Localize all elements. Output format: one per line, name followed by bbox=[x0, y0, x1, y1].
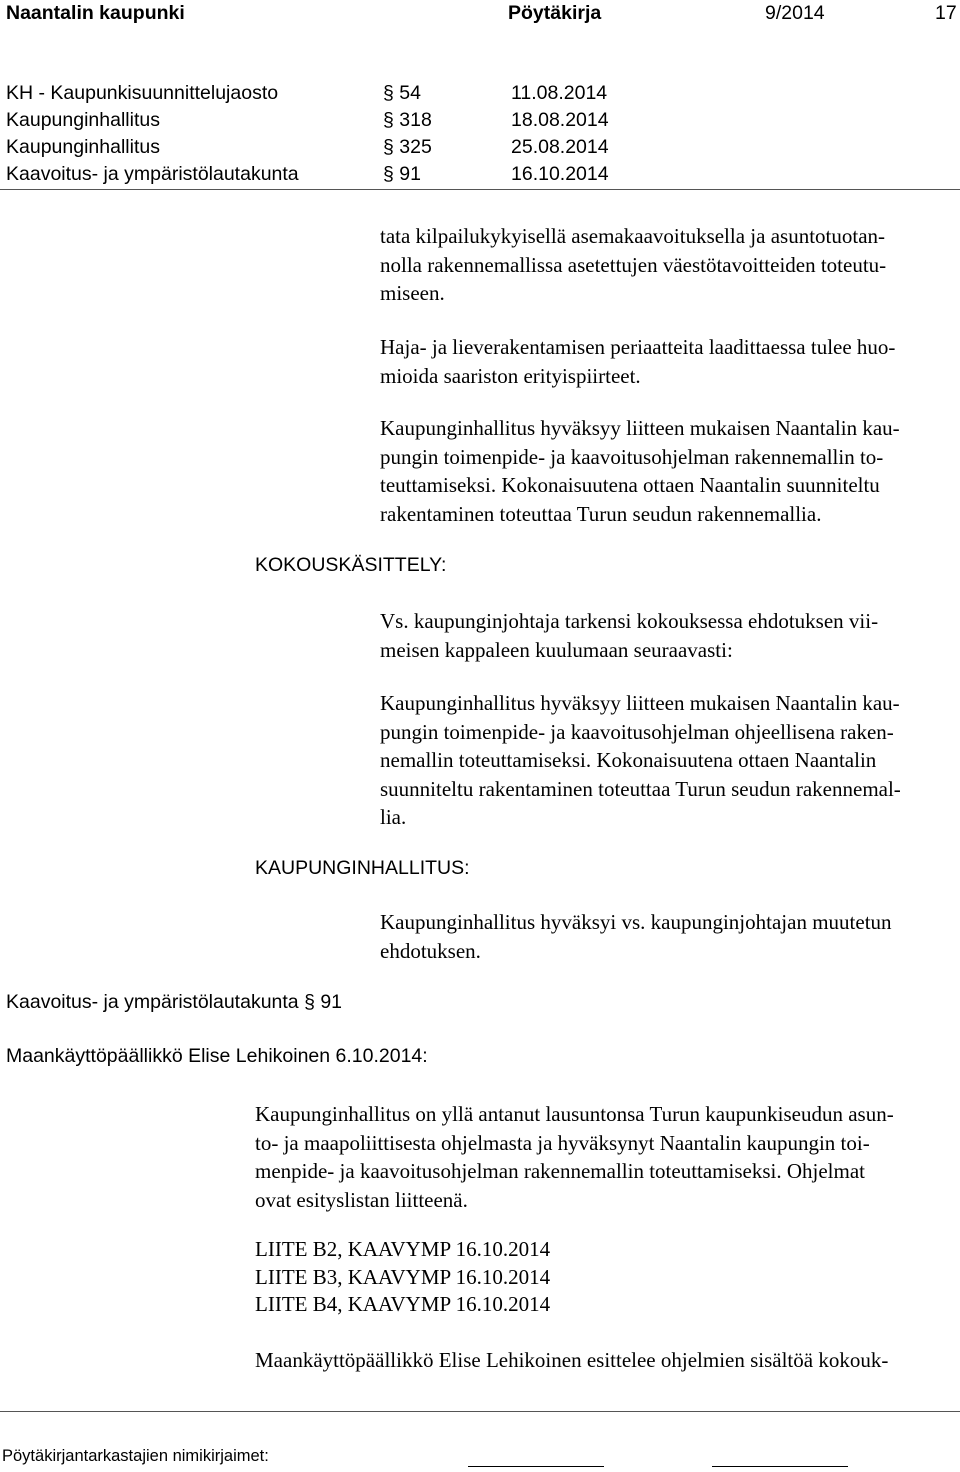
text-line: ovat esityslistan liitteenä. bbox=[255, 1187, 468, 1212]
attachment-item: LIITE B2, KAAVYMP 16.10.2014 bbox=[255, 1237, 551, 1261]
kokouskasittely-label: KOKOUSKÄSITTELY: bbox=[255, 554, 447, 576]
attachment-item: LIITE B4, KAAVYMP 16.10.2014 bbox=[255, 1292, 551, 1316]
text-line: nemallin toteuttamiseksi. Kokonaisuutena ottaen Naantalin bbox=[380, 748, 877, 772]
paragraph-p4 bbox=[380, 607, 878, 664]
history-date: 18.08.2014 bbox=[511, 109, 609, 131]
text-line: Kaupunginhallitus hyväksyy liitteen mukaisen Naantalin kau- bbox=[380, 691, 900, 715]
text-line: Vs. kaupunginjohtaja tarkensi kokouksessa ehdotuksen vii- bbox=[380, 609, 879, 633]
text-line: pungin toimenpide- ja kaavoitusohjelman rakennemallin to- bbox=[380, 444, 884, 469]
header-page: 17 bbox=[935, 2, 957, 24]
history-date: 25.08.2014 bbox=[511, 136, 609, 158]
text-line: nolla rakennemallissa asetettujen väestötavoitteiden toteutu- bbox=[380, 252, 887, 277]
history-section: § 318 bbox=[383, 109, 432, 131]
text-line: meisen kappaleen kuulumaan seuraavasti: bbox=[380, 637, 733, 662]
text-line: Kaupunginhallitus hyväksyy liitteen mukaisen Naantalin kau- bbox=[380, 416, 900, 440]
text-line: Kaupunginhallitus on yllä antanut lausuntonsa Turun kaupunkiseudun asun- bbox=[255, 1102, 894, 1126]
text-line: pungin toimenpide- ja kaavoitusohjelman ohjeellisena raken- bbox=[380, 719, 894, 744]
history-date: 16.10.2014 bbox=[511, 163, 609, 185]
attachment-item: LIITE B3, KAAVYMP 16.10.2014 bbox=[255, 1264, 551, 1289]
header-number: 9/2014 bbox=[765, 2, 825, 24]
text-line: suunniteltu rakentaminen toteuttaa Turun seudun rakennemal- bbox=[380, 776, 901, 801]
text-line: ehdotuksen. bbox=[380, 938, 481, 963]
attachments-list bbox=[255, 1236, 550, 1319]
paragraph-p6 bbox=[380, 908, 892, 965]
history-body: Kaavoitus- ja ympäristölautakunta bbox=[6, 163, 299, 185]
section-heading: Kaavoitus- ja ympäristölautakunta § 91 bbox=[6, 991, 343, 1013]
paragraph-p8 bbox=[255, 1346, 888, 1375]
paragraph-p3 bbox=[380, 414, 900, 528]
text-line: lia. bbox=[380, 805, 407, 829]
history-body: Kaupunginhallitus bbox=[6, 136, 160, 158]
text-line: mioida saariston erityispiirteet. bbox=[380, 363, 641, 388]
preparer-line: Maankäyttöpäällikkö Elise Lehikoinen 6.10.2014: bbox=[6, 1045, 428, 1067]
text-line: teuttamiseksi. Kokonaisuutena ottaen Naantalin suunniteltu bbox=[380, 473, 880, 497]
history-section: § 54 bbox=[383, 82, 421, 104]
text-line: tata kilpailukykyisellä asemakaavoituksella ja asuntotuotan- bbox=[380, 224, 886, 248]
signature-label: Pöytäkirjantarkastajien nimikirjaimet: bbox=[2, 1447, 269, 1465]
text-line: miseen. bbox=[380, 281, 445, 305]
text-line: to- ja maapoliittisesta ohjelmasta ja hyväksynyt Naantalin kaupungin toi- bbox=[255, 1130, 870, 1155]
paragraph-p5 bbox=[380, 689, 901, 832]
text-line: rakentaminen toteuttaa Turun seudun rakennemallia. bbox=[380, 501, 822, 526]
paragraph-p1 bbox=[380, 222, 886, 308]
text-line: Kaupunginhallitus hyväksyi vs. kaupunginjohtajan muutetun bbox=[380, 910, 892, 934]
paragraph-p7 bbox=[255, 1100, 894, 1214]
paragraph-p2 bbox=[380, 333, 895, 390]
text-line: menpide- ja kaavoitusohjelman rakennemallin toteuttamiseksi. Ohjelmat bbox=[255, 1159, 865, 1183]
text-line: Maankäyttöpäällikkö Elise Lehikoinen esittelee ohjelmien sisältöä kokouk- bbox=[255, 1348, 889, 1372]
footer-divider bbox=[0, 1411, 960, 1412]
signature-line bbox=[468, 1466, 604, 1467]
history-body: Kaupunginhallitus bbox=[6, 109, 160, 131]
text-line: Haja- ja lieverakentamisen periaatteita laadittaessa tulee huo- bbox=[380, 335, 896, 359]
signature-line bbox=[712, 1466, 848, 1467]
history-section: § 325 bbox=[383, 136, 432, 158]
history-body: KH - Kaupunkisuunnittelujaosto bbox=[6, 82, 279, 104]
kaupunginhallitus-label: KAUPUNGINHALLITUS: bbox=[255, 857, 470, 879]
history-divider bbox=[0, 189, 960, 190]
history-date: 11.08.2014 bbox=[511, 82, 608, 104]
header-doc-type: Pöytäkirja bbox=[508, 2, 602, 24]
history-section: § 91 bbox=[383, 163, 421, 185]
header-city: Naantalin kaupunki bbox=[6, 2, 185, 24]
